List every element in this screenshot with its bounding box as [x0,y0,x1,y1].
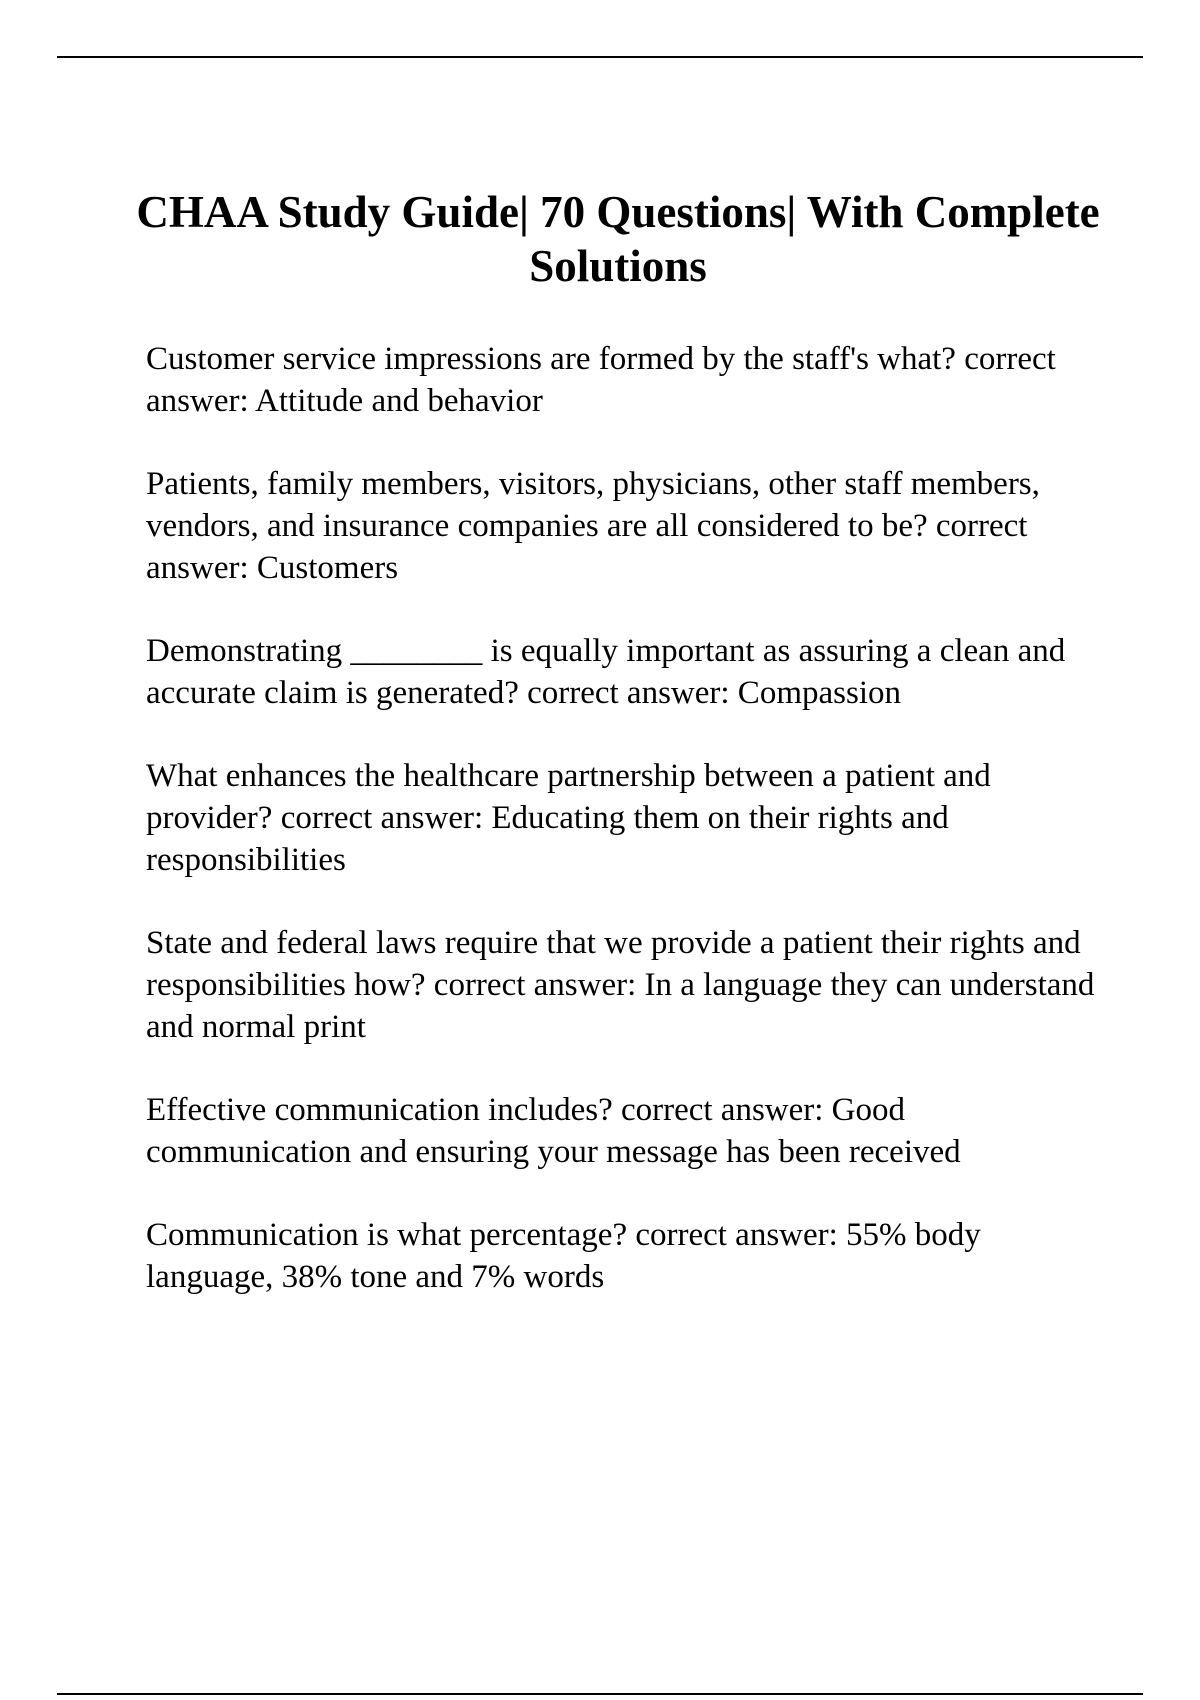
qa-item: State and federal laws require that we provide a patient their rights and responsibilities how? correct answer: In a language they can understand and normal print [146,925,1095,1045]
question-answer-list [146,338,1106,1298]
top-divider [57,56,1143,58]
qa-item: Demonstrating ________ is equally important as assuring a clean and accurate claim is generated? correct answer: Compassion [146,633,1066,711]
document-title: CHAA Study Guide| 70 Questions| With Complete Solutions [136,187,1100,291]
bottom-divider [57,1693,1143,1695]
qa-item: Patients, family members, visitors, physicians, other staff members, vendors, and insurance companies are all considered to be? correct answer: Customers [146,466,1040,586]
qa-item: Communication is what percentage? correct answer: 55% body language, 38% tone and 7% words [146,1217,981,1295]
qa-item: Customer service impressions are formed by the staff's what? correct answer: Attitude and behavior [146,341,1056,419]
qa-item: Effective communication includes? correct answer: Good communication and ensuring your message has been received [146,1092,961,1170]
qa-item: What enhances the healthcare partnership between a patient and provider? correct answer: Educating them on their rights and responsibilities [146,758,991,878]
